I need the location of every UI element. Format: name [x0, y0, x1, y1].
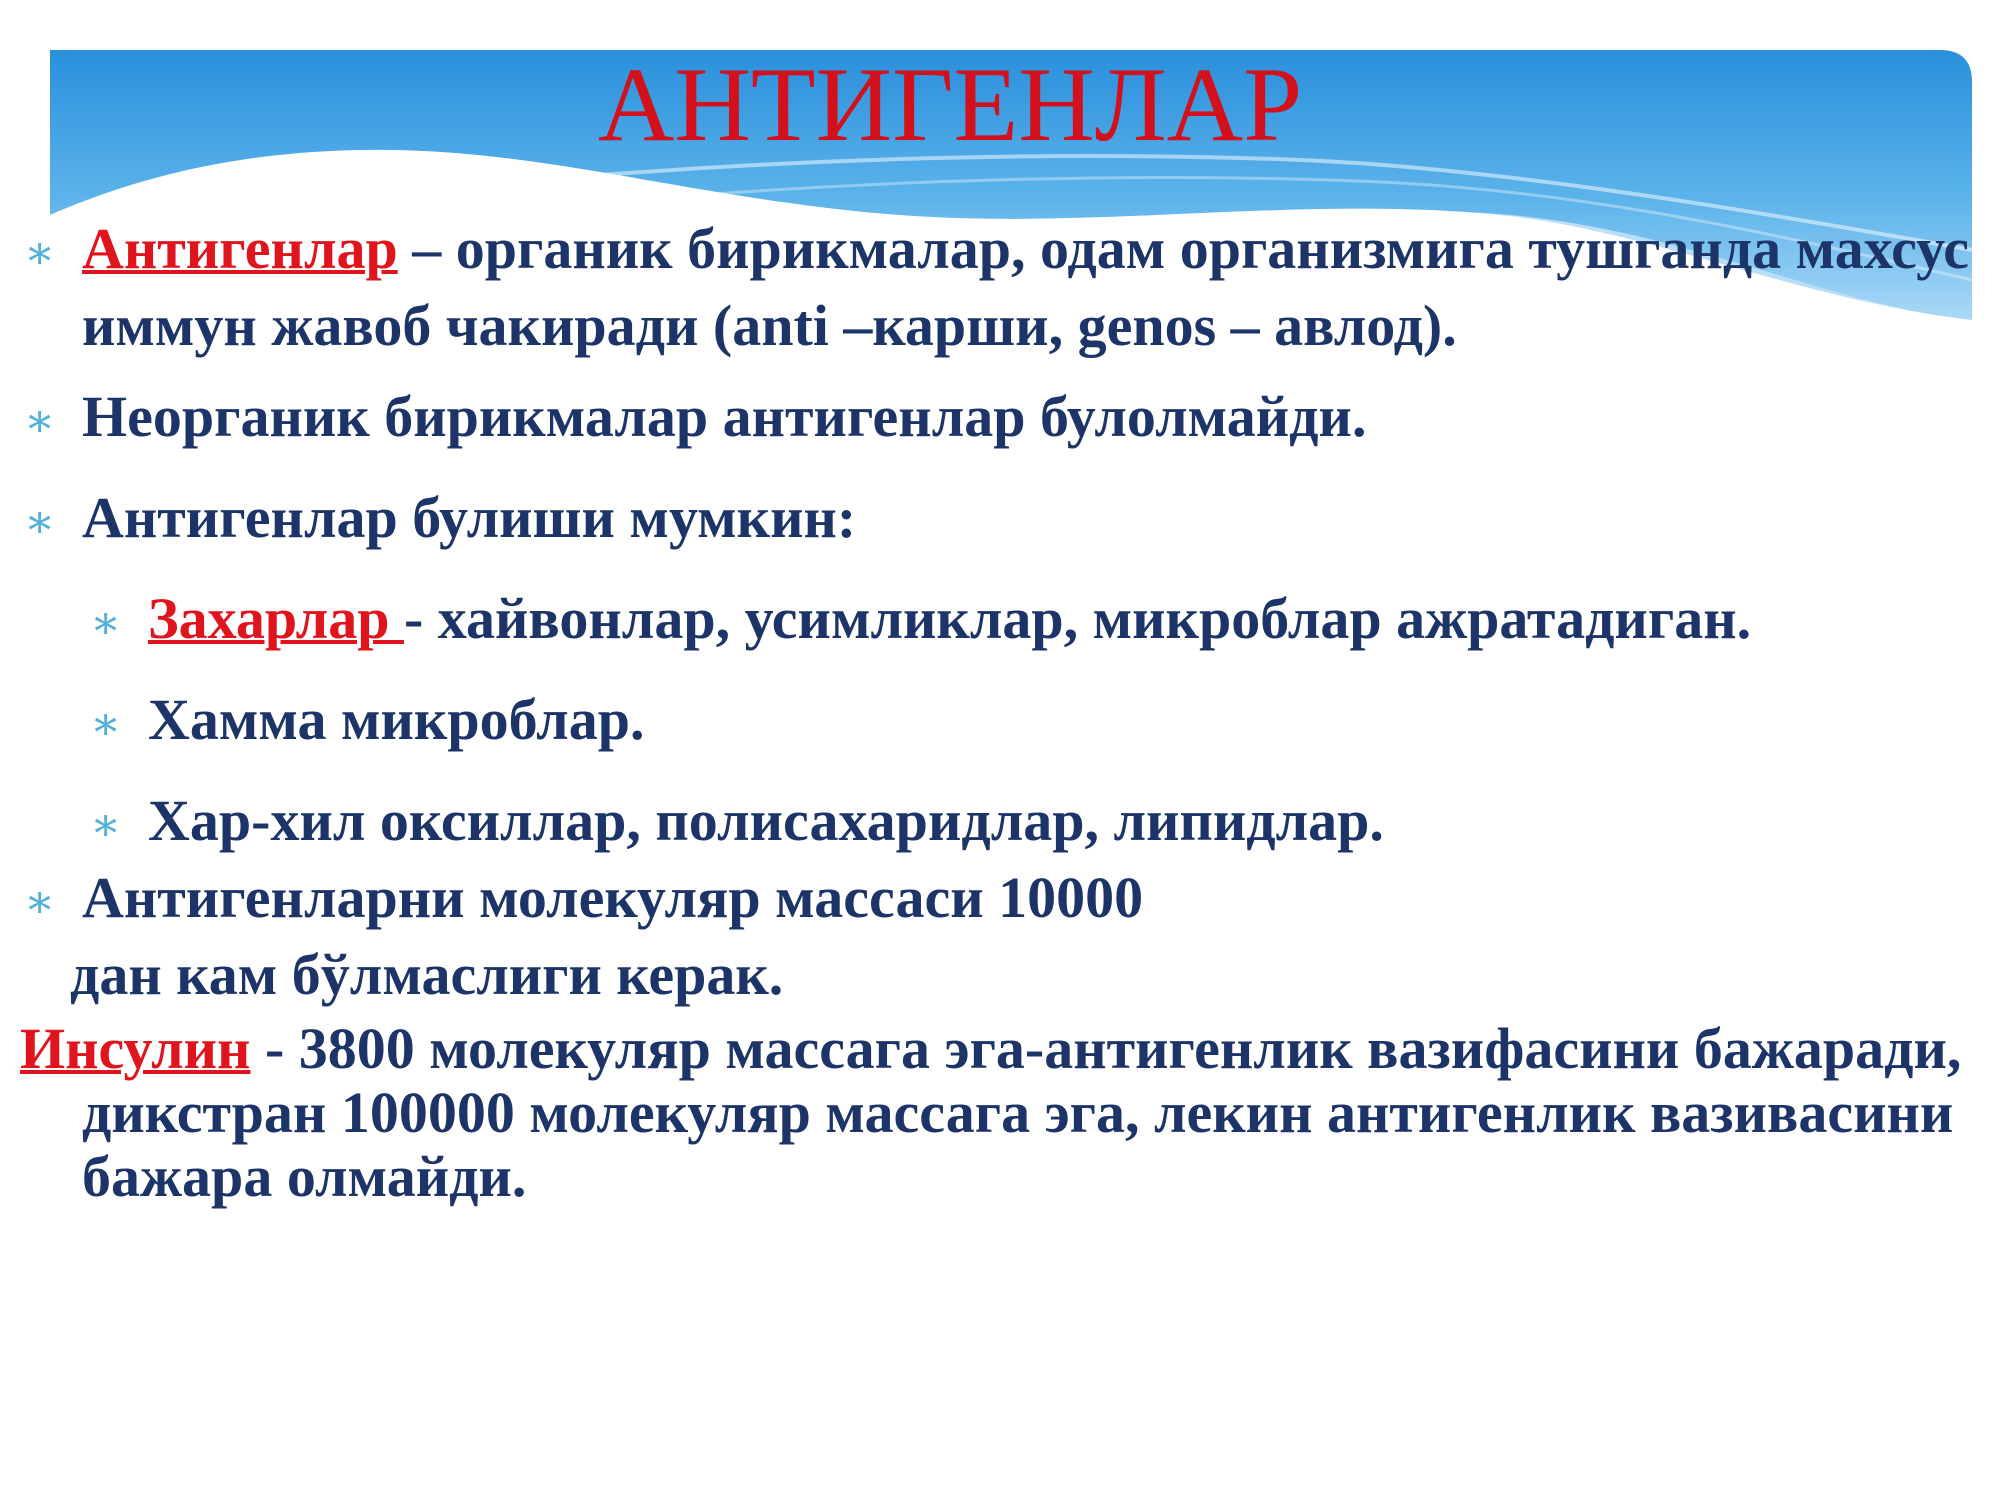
can-be-text: Антигенлар булиши мумкин: — [82, 485, 857, 550]
sub-bullet-microbes — [20, 681, 1980, 758]
bullet-can-be — [20, 479, 1980, 556]
definition-text: – органик бирикмалар, одам организмига тушганда махсус иммун жавоб чакиради (anti –карши, genos – авлод). — [82, 216, 1970, 358]
bullet-mark-icon: ∗ — [24, 496, 56, 547]
microbes-text: Хамма микроблар. — [148, 687, 645, 752]
bullet-inorganic — [20, 378, 1980, 455]
bullet-mark-icon: ∗ — [24, 876, 56, 927]
term-insulin: Инсулин — [20, 1016, 251, 1081]
molecular-mass-line2: дан кам бўлмаслиги керак. — [70, 942, 784, 1007]
bullet-mark-icon: ∗ — [90, 597, 122, 648]
bullet-mark-icon: ∗ — [90, 698, 122, 749]
bullet-mark-icon: ∗ — [90, 799, 122, 850]
bullet-mark-icon: ∗ — [24, 395, 56, 446]
slide-title: АНТИГЕНЛАР — [597, 46, 1303, 163]
bullet-molecular-mass — [20, 859, 1980, 936]
term-antigens: Антигенлар — [82, 216, 398, 281]
slide-content — [20, 210, 1980, 1209]
insulin-paragraph — [0, 1017, 1980, 1209]
bullet-definition — [20, 210, 1980, 364]
bullet-mark-icon: ∗ — [24, 227, 56, 278]
proteins-text: Хар-хил оксиллар, полисахаридлар, липидлар. — [148, 788, 1384, 853]
insulin-text: - 3800 молекуляр массага эга-антигенлик вазифасини бажаради, дикстран 100000 молекуляр массага эга, лекин антигенлик вазивасини бажара олмайди. — [82, 1016, 1962, 1209]
toxins-text: - хайвонлар, усимликлар, микроблар ажратадиган. — [403, 586, 1752, 651]
sub-bullet-proteins — [20, 782, 1980, 859]
sub-bullet-toxins — [20, 580, 1980, 657]
molecular-mass-line1: Антигенларни молекуляр массаси 10000 — [82, 865, 1144, 930]
term-toxins: Захарлар — [148, 586, 404, 651]
inorganic-text: Неорганик бирикмалар антигенлар булолмайди. — [82, 384, 1367, 449]
